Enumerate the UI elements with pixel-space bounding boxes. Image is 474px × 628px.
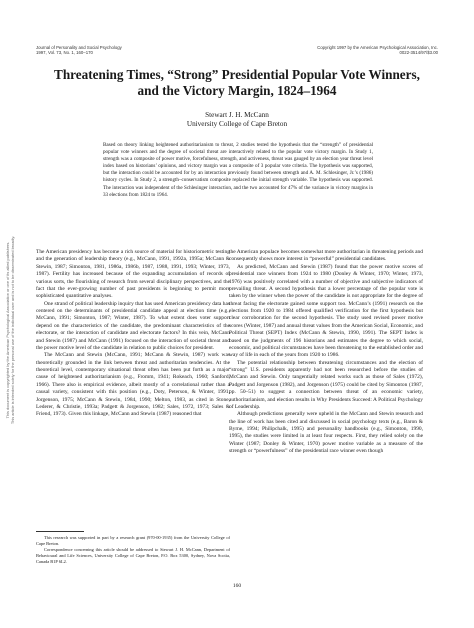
author-block	[0, 111, 474, 128]
footnote	[36, 535, 230, 565]
paragraph: As predicted, McCann and Stewin (1987) found that the power motive scores of presidential race winners from 1924 to 1980 (Donley & Winter, 1970; Winter, 1973, 1976) was positively correlated with a number of objective and subjective indicators of prevailing threat. A second hypothesis that a lower percentage of the popular vote is taken by the winner when the power of the candidate is not appropriate for the degree of threat facing the electorate gained some support too. McCann’s (1991) research on the elections from 1920 to 1984 offered qualified verification for the first hypothesis but clear corroboration for the second hypothesis. The study used revised power motive scores (Winter, 1987) and annual threat values from the American Social, Economic, and Political Threat (SEPT) Index (McCann & Stewin, 1990, 1991). The SEPT Index is based on the judgments of 196 historians and estimates the degree to which social, economic, and political circumstances have been threatening to the established order and way of life in each of the years from 1920 to 1986.	[229, 263, 423, 359]
paragraph: The American presidency has become a rich source of material for historiometric testing and the generation of leadership theory (e.g., McCann, 1991, 1992a, 1995a; McCann & Stewin, 1987; Simonton, 1981, 1986a, 1986b, 1987, 1988, 1991, 1993; Winter, 1973, 1987). Fertility has increased because of the expanding accumulation of records of various sorts, the flourishing of research from several disciplinary perspectives, and the fact that the ever-growing number of past presidents is beginning to permit more sophisticated quantitative analyses.	[36, 249, 230, 300]
copyright-notice: Copyright 1997 by the American Psychological Association, Inc.	[317, 45, 438, 50]
journal-volume: 1997, Vol. 73, No. 1, 160–170	[36, 50, 93, 56]
paragraph: The McCann and Stewin (McCann, 1991; McCann & Stewin, 1987) work was theoretically grounded in the link between threat and authoritarian tendencies. At the theoretical level, contemporary situational threat often has been put forth as a major cause of heightened authoritarianism (e.g., Fromm, 1941; Rokeach, 1960; Sanford, 1966). There also is empirical evidence, albeit mostly of a correlational rather than a causal variety, consistent with this position (e.g., Doty, Peterson, & Winter, 1991; Jorgenson, 1975; McCann & Stewin, 1984, 1990; Melton, 1983, as cited in Stone, Lederer, & Christie, 1993a; Padgett & Jorgenson, 1982; Sales, 1972, 1973; Sales & Friend, 1973). Given this linkage, McCann and Stewin (1987) reasoned that	[36, 352, 230, 418]
issn: 0022-3514/97/$3.00	[399, 50, 438, 56]
left-column	[36, 249, 230, 419]
abstract: Based on theory linking heightened authoritarianism to threat, 2 studies tested the hypothesis that the “strength” of presidential popular vote winners and the degree of societal threat are interactively related to the popular vote victory margin. In Study 1, strength was a composite of power motive, forcefulness, strength, and activeness, threat was gauged by an election year threat level index based on historians’ opinions, and victory margin was a composite of 3 popular vote criteria. The hypothesis was supported, but the interaction could be accounted for by an interaction previously found between strength and A. M. Schlesinger, Jr.’s (1986) history cycles. In Study 2, a strength–conservatism composite replaced the initial strength variable. The hypothesis was supported. The interaction was independent of the Schlesinger interaction, and the two accounted for 47% of the variance in victory margins in 33 elections from 1824 to 1964.	[103, 142, 373, 198]
author-affiliation: University College of Cape Breton	[186, 119, 288, 128]
article-title	[0, 67, 474, 98]
footnote-paragraph: Correspondence concerning this article should be addressed to Stewart J. H. McCann, Department of Behavioural and Life Sciences, University College of Cape Breton, P.O. Box 5300, Sydney, Nova Scotia, Canada B1P 6L2.	[36, 546, 230, 564]
footnote-paragraph: This research was supported in part by a research grant (970-00-1935) from the University College of Cape Breton.	[36, 535, 230, 546]
footnote-rule	[36, 531, 84, 532]
right-column	[229, 249, 423, 456]
journal-header	[36, 45, 122, 56]
sidebar-line-1: This document is copyrighted by the American Psychological Association or one of its allied publishers.	[5, 241, 10, 419]
sidebar-line-2: This article is intended solely for the personal use of the individual user and is not to be disseminated broadly.	[10, 235, 15, 425]
copyright-header	[317, 45, 438, 56]
sidebar-text	[5, 236, 15, 424]
author-name: Stewart J. H. McCann	[205, 111, 269, 119]
page-number: 160	[232, 583, 242, 589]
journal-name: Journal of Personality and Social Psychology	[36, 45, 122, 50]
paragraph: One strand of political leadership inquiry that has used American presidency data has centered on the determinants of presidential candidate appeal at election time (e.g., McCann, 1991; Simonton, 1987; Winter, 1987). To what extent does voter support depend on the characteristics of the candidate, the predominant characteristics of the electorate, or the interaction of candidate and electorate factors? In this vein, McCann and Stewin (1987) and McCann (1991) focused on the interaction of societal threat and the power motive level of the candidate in relation to public choices for president.	[36, 300, 230, 351]
paragraph: The potential relationship between threatening circumstances and the election of “strong” U.S. presidents apparently had not been researched before the studies of McCann and Stewin. Only tangentially related works such as those of Sales (1972), Padgett and Jorgenson (1982), and Jorgenson (1975) could be cited by Simonton (1987, pp. 50–51) to suggest a connection between threat of an economic variety, authoritarianism, and election results in Why Presidents Succeed: A Political Psychology of Leadership.	[229, 359, 423, 410]
paragraph: the American populace becomes somewhat more authoritarian in threatening periods and consequently shows more interest in “powerful” presidential candidates.	[229, 249, 423, 263]
paragraph: Although predictions generally were upheld in the McCann and Stewin research and the line of work has been cited and discussed in social psychology texts (e.g., Baron & Byrne, 1994; Philipchalk, 1995) and personality handbooks (e.g., Simonton, 1990, 1995), the studies were limited in at least four respects. First, they relied solely on the Winter (1987; Donley & Winter, 1970) power motive variable as a measure of the strength or “powerfulness” of the presidential race winner even though	[229, 411, 423, 455]
title-line-1: Threatening Times, “Strong” Presidential Popular Vote Winners,	[54, 67, 420, 82]
copyright-sidebar	[0, 0, 22, 628]
title-line-2: and the Victory Margin, 1824–1964	[137, 82, 337, 98]
